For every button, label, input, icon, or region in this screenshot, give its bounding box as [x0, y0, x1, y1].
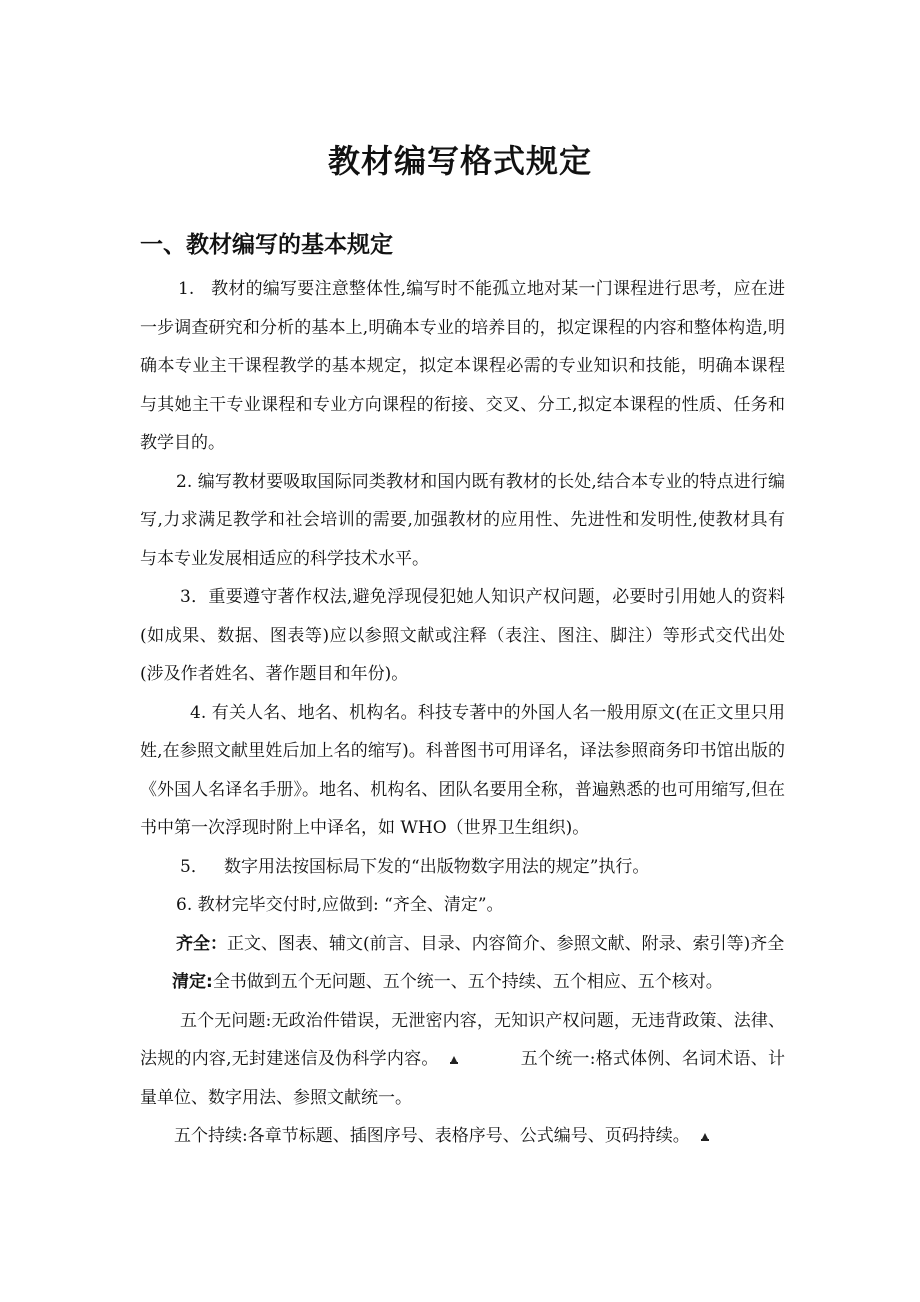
- qiquan-label: 齐全：: [176, 933, 227, 954]
- document-body: [140, 270, 785, 1156]
- paragraph-4: 4. 有关人名、地名、机构名。科技专著中的外国人名一般用原文(在正文里只用姓,在参照文献里姓后加上名的缩写)。科普图书可用译名，译法参照商务印书馆出版的《外国人名译名手册》。地名、机构名、团队名要用全称，普遍熟悉的也可用缩写,但在书中第一次浮现时附上中译名，如 WHO（世界卫生组织)。: [140, 702, 785, 838]
- wu-wenti-paragraph: [140, 1002, 785, 1118]
- wu-chixu-text: 五个持续:各章节标题、插图序号、表格序号、公式编号、页码持续。: [174, 1126, 690, 1146]
- paragraph-6: 6. 教材完毕交付时,应做到: “齐全、清定”。: [176, 895, 504, 915]
- triangle-mark-icon: [449, 1055, 459, 1065]
- wu-wenti-text: 五个无问题:无政治件错误，无泄密内容，无知识产权问题，无违背政策、法律、法规的内容,无封建迷信及伪科学内容。: [140, 1010, 785, 1069]
- paragraph-1-text: 教材的编写要注意整体性,编写时不能孤立地对某一门课程进行思考，应在进一步调查研究和分析的基本上,明确本专业的培养目的，拟定课程的内容和整体构造,明确本专业主干课程教学的基本规定，拟定本课程必需的专业知识和技能，明确本课程与其她主干专业课程和专业方向课程的衔接、交叉、分工,拟定本课程的性质、任务和教学目的。: [140, 279, 785, 453]
- qingding-paragraph: [140, 963, 785, 1002]
- qingding-label: 清定:: [172, 972, 213, 992]
- triangle-mark-icon: [700, 1132, 710, 1142]
- paragraph-1: [140, 270, 785, 463]
- document-title: 教材编写格式规定: [327, 142, 592, 180]
- qiquan-paragraph: [140, 925, 785, 964]
- paragraph-5-text: 数字用法按国标局下发的“出版物数字用法的规定”执行。: [224, 856, 650, 877]
- wu-chixu-paragraph: [140, 1117, 785, 1156]
- qiquan-text: 正文、图表、辅文(前言、目录、内容简介、参照文献、附录、索引等)齐全: [227, 933, 785, 954]
- wu-tongyi-text: 五个统一:格式体例、名词术语、计量单位、数字用法、参照文献统一。: [140, 1049, 786, 1108]
- paragraph-5-number: 5．: [180, 856, 208, 877]
- section-heading: 一、教材编写的基本规定: [140, 232, 393, 258]
- paragraph-1-number: 1.: [178, 279, 195, 299]
- paragraph-3: 3．重要遵守著作权法,避免浮现侵犯她人知识产权问题，必要时引用她人的资料(如成果、数据、图表等)应以参照文献或注释（表注、图注、脚注）等形式交代出处(涉及作者姓名、著作题目和年份)。: [140, 587, 785, 684]
- qingding-text: 全书做到五个无问题、五个统一、五个持续、五个相应、五个核对。: [212, 972, 723, 992]
- paragraph-5: [140, 848, 785, 887]
- paragraph-2: 2. 编写教材要吸取国际同类教材和国内既有教材的长处,结合本专业的特点进行编写,力求满足教学和社会培训的需要,加强教材的应用性、先进性和发明性,使教材具有与本专业发展相适应的科学技术水平。: [140, 471, 785, 569]
